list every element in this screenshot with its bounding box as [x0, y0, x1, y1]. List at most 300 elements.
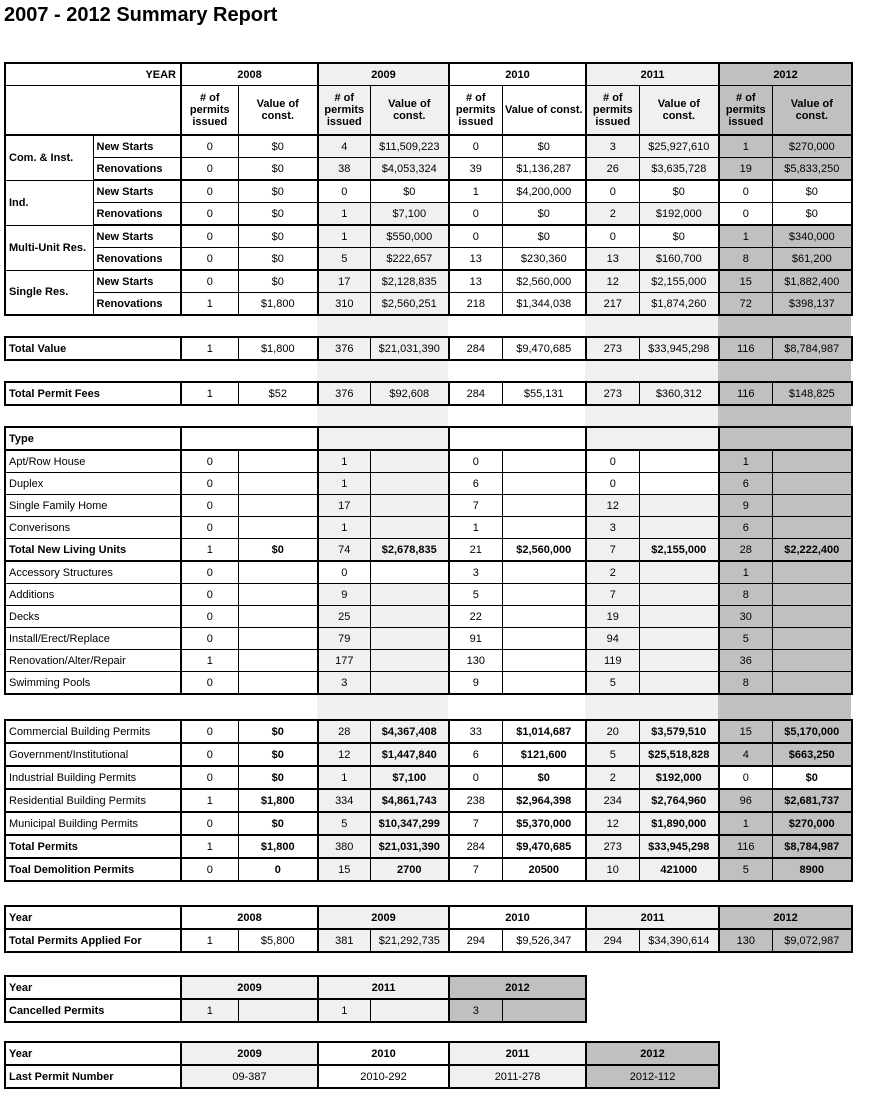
construction-value-cell: $2,128,835 [370, 270, 449, 293]
value-const-header: Value of const. [238, 86, 318, 136]
construction-value-cell: $192,000 [639, 766, 719, 789]
permits-count-cell: 3 [586, 517, 639, 539]
value-const-header: Value of const. [502, 86, 586, 136]
permits-applied-table [4, 905, 853, 953]
category-label: Ind. [5, 180, 93, 225]
construction-value-cell [639, 628, 719, 650]
construction-value-cell: $21,292,735 [370, 929, 449, 952]
permits-count-cell: 25 [318, 606, 370, 628]
category-label: Multi-Unit Res. [5, 225, 93, 270]
permits-count-cell: 6 [449, 743, 502, 766]
type-year-cell [449, 427, 586, 450]
permits-count-cell: 0 [449, 225, 502, 248]
year-header: 2010 [449, 63, 586, 86]
construction-value-cell [502, 650, 586, 672]
construction-value-cell [238, 606, 318, 628]
type-year-cell [586, 427, 719, 450]
construction-value-cell: $5,170,000 [772, 720, 852, 743]
construction-value-cell: $160,700 [639, 248, 719, 271]
permits-count-cell: 12 [318, 743, 370, 766]
permits-count-cell: 0 [181, 270, 238, 293]
year-header: 2010 [318, 1042, 449, 1065]
permits-count-cell: 33 [449, 720, 502, 743]
category-label: Com. & Inst. [5, 135, 93, 180]
construction-value-cell [370, 495, 449, 517]
type-row-label: Apt/Row House [5, 450, 181, 473]
permits-issued-header: # of permits issued [181, 86, 238, 136]
construction-value-cell: $1,800 [238, 293, 318, 316]
construction-value-cell: $4,053,324 [370, 158, 449, 181]
construction-value-cell: $2,964,398 [502, 789, 586, 812]
construction-value-cell: $1,800 [238, 789, 318, 812]
permits-count-cell: 1 [719, 225, 772, 248]
permits-count-cell: 5 [449, 584, 502, 606]
construction-value-cell: 8900 [772, 858, 852, 881]
construction-value-cell [370, 606, 449, 628]
row-sublabel: Renovations [93, 293, 181, 316]
last-permit-row-label: Last Permit Number [5, 1065, 181, 1088]
construction-value-cell: $0 [238, 225, 318, 248]
construction-value-cell: $0 [238, 743, 318, 766]
construction-value-cell [370, 650, 449, 672]
construction-value-cell [502, 517, 586, 539]
construction-value-cell: $0 [502, 225, 586, 248]
permits-count-cell: 19 [719, 158, 772, 181]
construction-value-cell: $0 [502, 135, 586, 158]
type-year-cell [719, 427, 852, 450]
permits-count-cell: 96 [719, 789, 772, 812]
permits-count-cell: 13 [449, 270, 502, 293]
permits-count-cell: 234 [586, 789, 639, 812]
row-sublabel: Renovations [93, 203, 181, 226]
row-sublabel: New Starts [93, 225, 181, 248]
permits-count-cell: 3 [449, 561, 502, 584]
permits-count-cell: 72 [719, 293, 772, 316]
construction-value-cell [502, 606, 586, 628]
last-permit-number-cell: 2011-278 [449, 1065, 586, 1088]
construction-value-cell: $3,579,510 [639, 720, 719, 743]
permits-count-cell: 3 [586, 135, 639, 158]
construction-value-cell [238, 495, 318, 517]
permits-count-cell: 238 [449, 789, 502, 812]
construction-value-cell: $1,874,260 [639, 293, 719, 316]
construction-value-cell: $11,509,223 [370, 135, 449, 158]
cancelled-count-cell [502, 999, 586, 1022]
construction-value-cell: $33,945,298 [639, 835, 719, 858]
permits-count-cell: 0 [181, 812, 238, 835]
permits-count-cell: 0 [586, 450, 639, 473]
permits-count-cell: 1 [181, 293, 238, 316]
construction-value-cell: $9,072,987 [772, 929, 852, 952]
year-header: 2008 [181, 906, 318, 929]
construction-value-cell: $0 [772, 766, 852, 789]
permits-issued-header: # of permits issued [318, 86, 370, 136]
permits-count-cell: 36 [719, 650, 772, 672]
permits-count-cell: 6 [449, 473, 502, 495]
total-permit-fees-table [4, 381, 853, 406]
permits-count-cell: 8 [719, 672, 772, 695]
type-year-cell [318, 427, 449, 450]
permits-count-cell: 0 [586, 180, 639, 203]
last-permit-number-cell: 09-387 [181, 1065, 318, 1088]
year-header: 2010 [449, 906, 586, 929]
construction-value-cell: $4,200,000 [502, 180, 586, 203]
year-header: 2011 [318, 976, 449, 999]
construction-value-cell: $2,764,960 [639, 789, 719, 812]
construction-value-cell: $270,000 [772, 135, 852, 158]
construction-value-cell [639, 672, 719, 695]
year-header: 2012 [449, 976, 586, 999]
construction-value-cell [639, 606, 719, 628]
construction-value-cell: $1,800 [238, 337, 318, 360]
permits-count-cell: 12 [586, 812, 639, 835]
permit-category-label: Government/Institutional [5, 743, 181, 766]
construction-value-cell: $1,136,287 [502, 158, 586, 181]
year-row-label: Year [5, 976, 181, 999]
construction-value-cell [370, 672, 449, 695]
construction-value-cell: $92,608 [370, 382, 449, 405]
permits-count-cell: 1 [318, 517, 370, 539]
permits-count-cell: 5 [719, 858, 772, 881]
construction-value-cell: $8,784,987 [772, 835, 852, 858]
row-sublabel: New Starts [93, 135, 181, 158]
permits-count-cell: 7 [449, 495, 502, 517]
construction-value-cell: $9,470,685 [502, 835, 586, 858]
construction-value-cell: $4,367,408 [370, 720, 449, 743]
construction-value-cell [772, 628, 852, 650]
construction-value-cell: $1,014,687 [502, 720, 586, 743]
permits-count-cell: 334 [318, 789, 370, 812]
construction-value-cell: $0 [370, 180, 449, 203]
permits-count-cell: 0 [449, 766, 502, 789]
permits-count-cell: 0 [181, 158, 238, 181]
permits-count-cell: 13 [586, 248, 639, 271]
page-title: 2007 - 2012 Summary Report [4, 4, 278, 26]
permits-count-cell: 1 [449, 180, 502, 203]
permits-count-cell: 91 [449, 628, 502, 650]
construction-value-cell: $5,370,000 [502, 812, 586, 835]
construction-value-cell: $2,560,000 [502, 270, 586, 293]
permits-count-cell: 0 [586, 225, 639, 248]
type-row-label: Decks [5, 606, 181, 628]
construction-value-cell: $25,518,828 [639, 743, 719, 766]
construction-value-cell: $2,560,251 [370, 293, 449, 316]
permits-count-cell: 0 [181, 248, 238, 271]
cancelled-count-cell [370, 999, 449, 1022]
permits-count-cell: 1 [719, 135, 772, 158]
construction-value-cell: $3,635,728 [639, 158, 719, 181]
permits-count-cell: 1 [181, 650, 238, 672]
permits-count-cell: 0 [318, 180, 370, 203]
construction-value-cell [772, 561, 852, 584]
year-header: 2009 [318, 906, 449, 929]
permits-count-cell: 15 [719, 720, 772, 743]
year-header: 2009 [181, 1042, 318, 1065]
permits-count-cell: 7 [449, 858, 502, 881]
value-const-header: Value of const. [370, 86, 449, 136]
permits-count-cell: 116 [719, 382, 772, 405]
permits-count-cell: 1 [318, 473, 370, 495]
type-year-cell [181, 427, 318, 450]
construction-value-cell: $192,000 [639, 203, 719, 226]
construction-value-cell [502, 473, 586, 495]
type-header-label: Type [5, 427, 181, 450]
construction-value-cell: $270,000 [772, 812, 852, 835]
permits-count-cell: 0 [719, 203, 772, 226]
construction-value-cell [238, 584, 318, 606]
permits-count-cell: 17 [318, 270, 370, 293]
permits-count-cell: 9 [449, 672, 502, 695]
permits-count-cell: 21 [449, 539, 502, 562]
type-row-label: Swimming Pools [5, 672, 181, 695]
construction-value-cell: $2,155,000 [639, 539, 719, 562]
construction-value-cell: $21,031,390 [370, 835, 449, 858]
permits-count-cell: 1 [449, 517, 502, 539]
permits-count-cell: 17 [318, 495, 370, 517]
permits-count-cell: 2 [586, 766, 639, 789]
permits-count-cell: 1 [318, 450, 370, 473]
permits-count-cell: 7 [586, 539, 639, 562]
construction-value-cell [772, 450, 852, 473]
type-breakdown-table [4, 426, 853, 695]
construction-value-cell [370, 473, 449, 495]
permits-count-cell: 310 [318, 293, 370, 316]
permit-category-table [4, 719, 853, 882]
permits-count-cell: 8 [719, 584, 772, 606]
construction-value-cell: $2,155,000 [639, 270, 719, 293]
construction-value-cell: $121,600 [502, 743, 586, 766]
permits-count-cell: 22 [449, 606, 502, 628]
permit-category-label: Residential Building Permits [5, 789, 181, 812]
permits-count-cell: 0 [449, 135, 502, 158]
permits-count-cell: 0 [181, 628, 238, 650]
cancelled-permits-table [4, 975, 587, 1023]
construction-value-cell: $1,882,400 [772, 270, 852, 293]
permits-count-cell: 0 [181, 203, 238, 226]
construction-value-cell [502, 450, 586, 473]
row-sublabel: New Starts [93, 270, 181, 293]
type-row-label: Total New Living Units [5, 539, 181, 562]
construction-value-cell: $340,000 [772, 225, 852, 248]
construction-value-cell [502, 561, 586, 584]
permit-category-label: Commercial Building Permits [5, 720, 181, 743]
construction-value-cell [639, 584, 719, 606]
permits-count-cell: 15 [719, 270, 772, 293]
year-header: 2011 [586, 63, 719, 86]
permits-count-cell: 380 [318, 835, 370, 858]
permits-count-cell: 0 [181, 606, 238, 628]
construction-value-cell: $0 [238, 248, 318, 271]
permit-category-label: Total Permits [5, 835, 181, 858]
construction-value-cell [238, 650, 318, 672]
type-row-label: Converisons [5, 517, 181, 539]
construction-value-cell [772, 517, 852, 539]
construction-value-cell [639, 517, 719, 539]
construction-value-cell [502, 672, 586, 695]
total-permit-fees-row-label: Total Permit Fees [5, 382, 181, 405]
construction-value-cell: $8,784,987 [772, 337, 852, 360]
permits-count-cell: 1 [719, 561, 772, 584]
construction-value-cell: $25,927,610 [639, 135, 719, 158]
permits-count-cell: 130 [719, 929, 772, 952]
construction-value-cell: 20500 [502, 858, 586, 881]
year-header: 2009 [181, 976, 318, 999]
permits-count-cell: 0 [181, 473, 238, 495]
permits-count-cell: 116 [719, 835, 772, 858]
construction-value-cell [238, 628, 318, 650]
permits-count-cell: 0 [586, 473, 639, 495]
permits-count-cell: 1 [181, 539, 238, 562]
permits-count-cell: 1 [719, 450, 772, 473]
permits-count-cell: 0 [449, 450, 502, 473]
construction-value-cell: $21,031,390 [370, 337, 449, 360]
construction-value-cell: $0 [238, 720, 318, 743]
construction-value-cell [772, 473, 852, 495]
construction-value-cell: $148,825 [772, 382, 852, 405]
construction-value-cell: $550,000 [370, 225, 449, 248]
construction-value-cell [772, 650, 852, 672]
permits-count-cell: 4 [719, 743, 772, 766]
construction-value-cell [639, 450, 719, 473]
construction-value-cell [639, 495, 719, 517]
permits-count-cell: 273 [586, 337, 639, 360]
permits-count-cell: 2 [586, 203, 639, 226]
permits-count-cell: 0 [181, 517, 238, 539]
type-row-label: Single Family Home [5, 495, 181, 517]
permits-count-cell: 39 [449, 158, 502, 181]
construction-value-cell [502, 584, 586, 606]
permits-count-cell: 5 [318, 248, 370, 271]
permits-count-cell: 5 [719, 628, 772, 650]
construction-value-cell: $1,890,000 [639, 812, 719, 835]
permits-count-cell: 130 [449, 650, 502, 672]
permits-count-cell: 12 [586, 495, 639, 517]
permits-count-cell: 30 [719, 606, 772, 628]
permits-count-cell: 0 [318, 561, 370, 584]
permits-count-cell: 273 [586, 382, 639, 405]
permits-issued-header: # of permits issued [719, 86, 772, 136]
construction-value-cell: $0 [502, 203, 586, 226]
construction-value-cell: 421000 [639, 858, 719, 881]
construction-value-cell [772, 606, 852, 628]
construction-value-cell: 2700 [370, 858, 449, 881]
construction-value-cell [772, 672, 852, 695]
permits-count-cell: 74 [318, 539, 370, 562]
construction-value-cell: $4,861,743 [370, 789, 449, 812]
construction-value-cell: $7,100 [370, 766, 449, 789]
construction-value-cell: $33,945,298 [639, 337, 719, 360]
permits-count-cell: 1 [318, 203, 370, 226]
construction-value-cell: $0 [238, 135, 318, 158]
permits-count-cell: 1 [181, 929, 238, 952]
permits-count-cell: 0 [181, 135, 238, 158]
last-permit-number-table [4, 1041, 720, 1089]
permits-count-cell: 7 [449, 812, 502, 835]
permits-count-cell: 0 [181, 450, 238, 473]
permits-count-cell: 1 [181, 382, 238, 405]
permits-count-cell: 13 [449, 248, 502, 271]
permits-count-cell: 294 [449, 929, 502, 952]
construction-value-cell: $0 [639, 180, 719, 203]
permits-count-cell: 1 [318, 225, 370, 248]
permits-count-cell: 284 [449, 337, 502, 360]
construction-value-cell [639, 561, 719, 584]
applied-row-label: Total Permits Applied For [5, 929, 181, 952]
total-value-table [4, 336, 853, 361]
cancelled-count-cell [238, 999, 318, 1022]
year-header: 2011 [586, 906, 719, 929]
permits-count-cell: 376 [318, 337, 370, 360]
construction-value-cell [502, 495, 586, 517]
construction-value-cell [502, 628, 586, 650]
permits-count-cell: 1 [181, 789, 238, 812]
permits-count-cell: 79 [318, 628, 370, 650]
year-header: 2008 [181, 63, 318, 86]
construction-value-cell: $0 [238, 812, 318, 835]
permits-count-cell: 0 [181, 180, 238, 203]
permits-count-cell: 177 [318, 650, 370, 672]
cancelled-count-cell: 1 [318, 999, 370, 1022]
construction-value-cell [370, 561, 449, 584]
permits-count-cell: 38 [318, 158, 370, 181]
permits-count-cell: 0 [181, 495, 238, 517]
construction-value-cell: $1,344,038 [502, 293, 586, 316]
construction-value-cell: $0 [238, 203, 318, 226]
permits-count-cell: 294 [586, 929, 639, 952]
construction-value-cell: $230,360 [502, 248, 586, 271]
permits-count-cell: 116 [719, 337, 772, 360]
construction-value-cell: $34,390,614 [639, 929, 719, 952]
permits-count-cell: 0 [449, 203, 502, 226]
construction-value-cell [772, 495, 852, 517]
construction-value-cell [370, 628, 449, 650]
type-row-label: Renovation/Alter/Repair [5, 650, 181, 672]
permits-count-cell: 2 [586, 561, 639, 584]
construction-value-cell: $0 [772, 203, 852, 226]
construction-value-cell: $0 [238, 270, 318, 293]
construction-value-cell: $2,560,000 [502, 539, 586, 562]
permits-issued-header: # of permits issued [449, 86, 502, 136]
summary-table [4, 62, 853, 316]
construction-value-cell: $1,800 [238, 835, 318, 858]
permits-count-cell: 5 [586, 672, 639, 695]
type-row-label: Duplex [5, 473, 181, 495]
permits-count-cell: 0 [181, 225, 238, 248]
permits-count-cell: 1 [181, 337, 238, 360]
permits-count-cell: 6 [719, 473, 772, 495]
construction-value-cell: $9,526,347 [502, 929, 586, 952]
construction-value-cell [238, 450, 318, 473]
permits-count-cell: 9 [719, 495, 772, 517]
permits-count-cell: 8 [719, 248, 772, 271]
year-row-label: YEAR [5, 63, 181, 86]
construction-value-cell: $0 [238, 180, 318, 203]
permits-count-cell: 376 [318, 382, 370, 405]
construction-value-cell: $5,833,250 [772, 158, 852, 181]
permits-count-cell: 28 [318, 720, 370, 743]
construction-value-cell: $663,250 [772, 743, 852, 766]
construction-value-cell [370, 584, 449, 606]
construction-value-cell: $222,657 [370, 248, 449, 271]
construction-value-cell [238, 561, 318, 584]
construction-value-cell [370, 450, 449, 473]
permits-count-cell: 0 [719, 766, 772, 789]
row-sublabel: Renovations [93, 158, 181, 181]
permits-count-cell: 0 [181, 561, 238, 584]
year-row-label: Year [5, 906, 181, 929]
row-sublabel: New Starts [93, 180, 181, 203]
permits-count-cell: 20 [586, 720, 639, 743]
